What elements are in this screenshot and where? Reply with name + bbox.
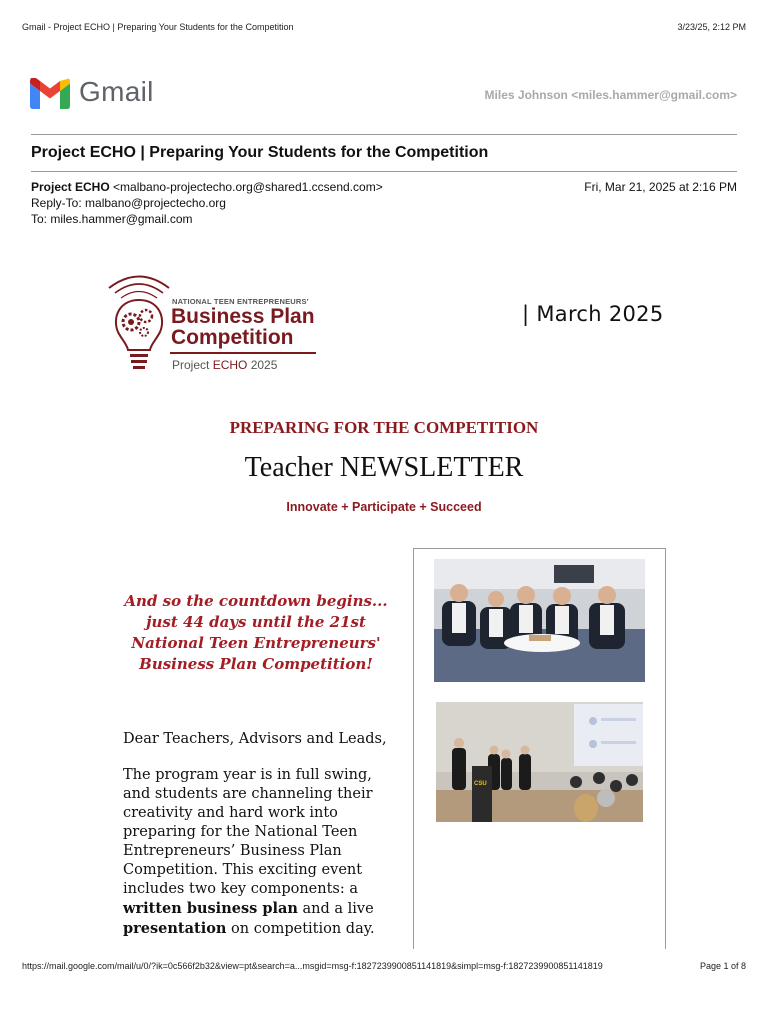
lightbulb-gears-icon	[104, 270, 174, 375]
print-header-title: Gmail - Project ECHO | Preparing Your Students for the Competition	[22, 22, 294, 32]
photo-panel	[413, 548, 666, 949]
email-subject: Project ECHO | Preparing Your Students for the Competition	[31, 144, 489, 161]
countdown-text: And so the countdown begins... just 44 days until the 21st National Teen Entrepreneurs' Business Plan Competition!	[124, 592, 388, 673]
reply-to: Reply-To: malbano@projectecho.org	[31, 196, 226, 210]
divider-subject	[31, 171, 737, 172]
logo-underline	[170, 352, 316, 354]
print-footer-page: Page 1 of 8	[699, 961, 746, 971]
email-date: Fri, Mar 21, 2025 at 2:16 PM	[584, 180, 737, 194]
podium-logo: CSU	[474, 781, 487, 787]
competition-logo	[104, 270, 334, 380]
logo-project-line: Project ECHO 2025	[172, 358, 278, 372]
sender-line	[31, 180, 383, 194]
print-footer-url: https://mail.google.com/mail/u/0/?ik=0c566f2b32&view=pt&search=a...msgid=msg-f:1827239900851141819&simpl=msg-f:1827239900851141819	[22, 961, 603, 971]
account-label: Miles Johnson <miles.hammer@gmail.com>	[484, 88, 737, 102]
tagline: Innovate + Participate + Succeed	[286, 500, 482, 514]
sender-name: Project ECHO	[31, 180, 110, 194]
print-header-timestamp: 3/23/25, 2:12 PM	[677, 22, 746, 32]
students-seated-photo	[434, 559, 645, 682]
gmail-m-icon	[30, 78, 70, 109]
logo-title-line2: Competition	[171, 326, 294, 349]
logo-title-line1: Business Plan	[171, 305, 315, 328]
to-line: To: miles.hammer@gmail.com	[31, 212, 193, 226]
intro-paragraph: The program year is in full swing, and students are channeling their creativity and hard work into preparing for the National Teen Entrepreneurs’ Business Plan Competition. This exciting event includes two key components: a written business plan and a live presentation on competition day.	[123, 767, 375, 937]
student-presentation-photo	[436, 702, 643, 822]
section-heading: PREPARING FOR THE COMPETITION	[229, 418, 539, 437]
logo-subtitle: NATIONAL TEEN ENTREPRENEURS'	[172, 297, 309, 306]
divider-top	[31, 134, 737, 135]
gmail-logo	[30, 76, 152, 112]
newsletter-title: Teacher NEWSLETTER	[244, 452, 524, 483]
issue-date: | March 2025	[522, 302, 664, 326]
greeting: Dear Teachers, Advisors and Leads,	[123, 731, 387, 747]
gmail-wordmark: Gmail	[79, 76, 154, 107]
sender-address: <malbano-projectecho.org@shared1.ccsend.com>	[113, 180, 383, 194]
